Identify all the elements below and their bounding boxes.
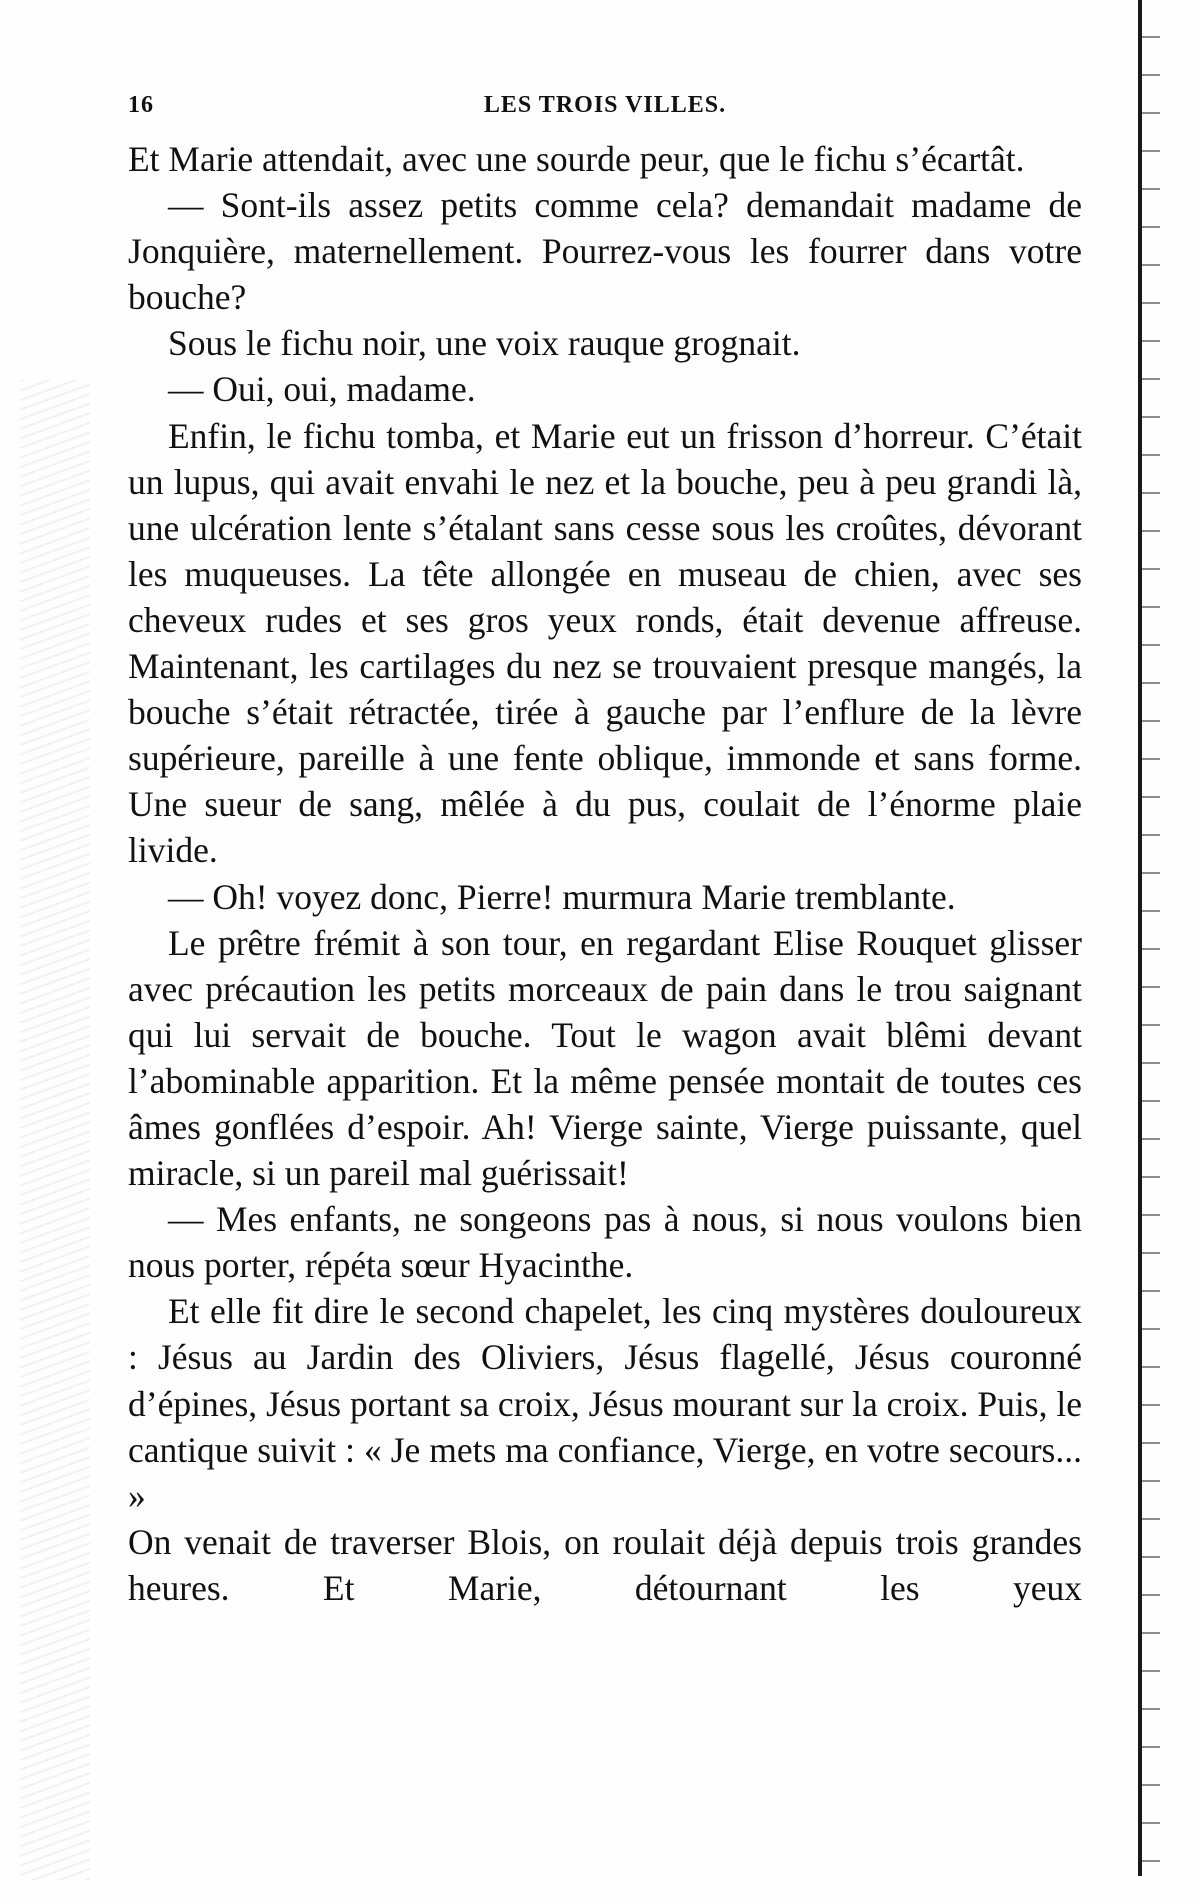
running-header xyxy=(128,92,1082,128)
running-title: LES TROIS VILLES. xyxy=(483,92,727,118)
paragraph: — Sont-ils assez petits comme cela? demandait madame de Jonquière, maternellement. Pourrez-vous les fourrer dans votre bouche? xyxy=(128,185,1082,318)
paragraph: Et elle fit dire le second chapelet, les cinq mystères douloureux : Jésus au Jardin des Oliviers, Jésus flagellé, Jésus couronné d’épines, Jésus portant sa croix, Jésus mourant sur la croix. Puis, le cantique suivit : « Je mets ma confiance, Vierge, en votre secours... » xyxy=(128,1291,1082,1516)
paragraph: — Mes enfants, ne songeons pas à nous, si nous voulons bien nous porter, répéta sœur Hyacinthe. xyxy=(128,1199,1082,1286)
body-text xyxy=(128,136,1082,1611)
paragraph: On venait de traverser Blois, on roulait déjà depuis trois grandes heures. Et Marie, détournant les yeux xyxy=(128,1521,1082,1608)
paragraph: Sous le fichu noir, une voix rauque grognait. xyxy=(168,323,801,364)
paragraph: Enfin, le fichu tomba, et Marie eut un frisson d’horreur. C’était un lupus, qui avait envahi le nez et la bouche, peu à peu grandi là, une ulcération lente s’étalant sans cesse sous les croûtes, dévorant les muqueuses. La tête allongée en museau de chien, avec ses cheveux rudes et ses gros yeux ronds, était devenue affreuse. Maintenant, les cartilages du nez se trouvaient presque mangés, la bouche s’était rétractée, tirée à gauche par l’enflure de la lèvre supérieure, pareille à une fente oblique, immonde et sans forme. Une sueur de sang, mêlée à du pus, coulait de l’énorme plaie livide. xyxy=(128,415,1082,871)
binding-edge-rule xyxy=(1138,0,1142,1876)
binding-edge-marks xyxy=(1142,0,1160,1876)
page-edge-speckle xyxy=(20,380,90,1880)
paragraph: — Oui, oui, madame. xyxy=(168,369,476,410)
paragraph: Le prêtre frémit à son tour, en regardant Elise Rouquet glisser avec précaution les petits morceaux de pain dans le trou saignant qui lui servait de bouche. Tout le wagon avait blêmi devant l’abominable apparition. Et la même pensée montait de toutes ces âmes gonflées d’espoir. Ah! Vierge sainte, Vierge puissante, quel miracle, si un pareil mal guérissait! xyxy=(128,922,1082,1194)
paragraph: Et Marie attendait, avec une sourde peur, que le fichu s’écartât. xyxy=(128,139,1025,179)
page-number: 16 xyxy=(128,92,154,118)
paragraph: — Oh! voyez donc, Pierre! murmura Marie tremblante. xyxy=(168,876,956,917)
